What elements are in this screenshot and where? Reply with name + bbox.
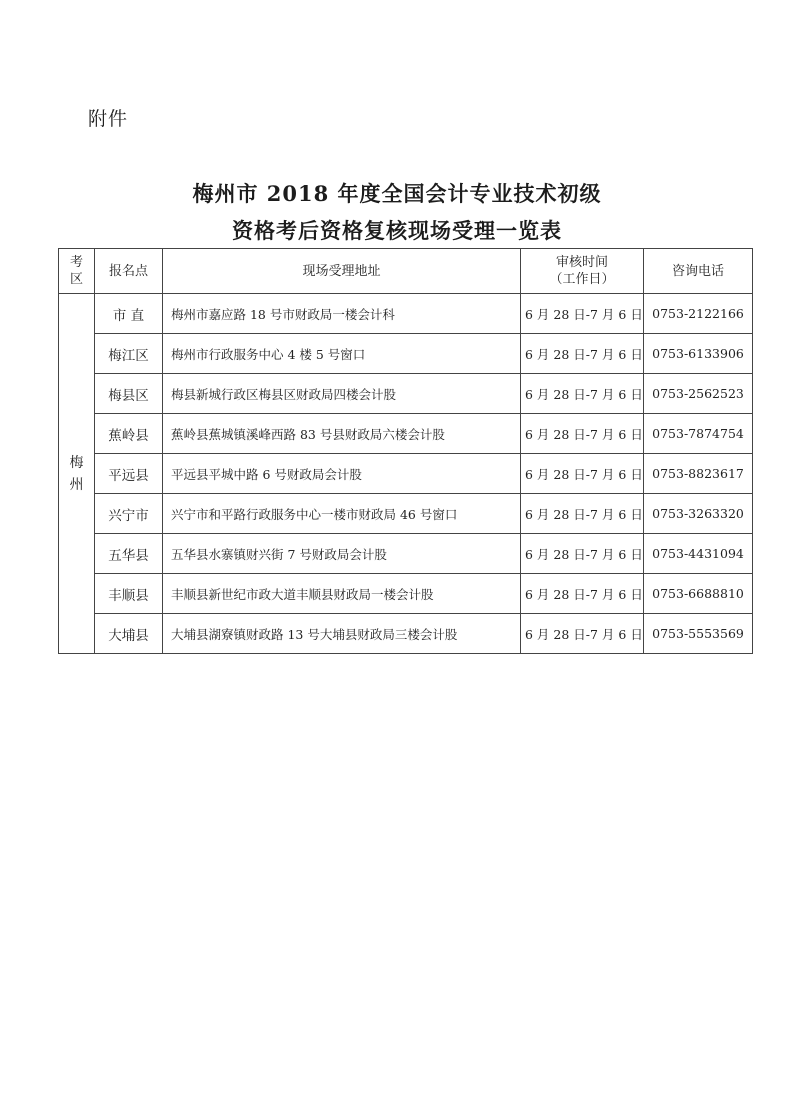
document-title-line-2: 资格考后资格复核现场受理一览表 [232,218,562,243]
address-cell: 兴宁市和平路行政服务中心一楼市财政局 46 号窗口 [163,494,521,534]
period-cell: 6 月 28 日-7 月 6 日 [521,494,644,534]
period-cell: 6 月 28 日-7 月 6 日 [521,294,644,334]
period-cell: 6 月 28 日-7 月 6 日 [521,334,644,374]
address-cell: 平远县平城中路 6 号财政局会计股 [163,454,521,494]
header-area-line-2: 区 [69,272,83,287]
period-cell: 6 月 28 日-7 月 6 日 [521,574,644,614]
address-cell: 梅县新城行政区梅县区财政局四楼会计股 [163,374,521,414]
header-site: 报名点 [95,249,163,294]
address-cell: 梅州市行政服务中心 4 楼 5 号窗口 [163,334,521,374]
address-cell: 丰顺县新世纪市政大道丰顺县财政局一楼会计股 [163,574,521,614]
header-period-line-2: （工作日） [549,272,615,287]
address-cell: 蕉岭县蕉城镇溪峰西路 83 号县财政局六楼会计股 [163,414,521,454]
period-cell: 6 月 28 日-7 月 6 日 [521,614,644,654]
address-cell: 大埔县湖寮镇财政路 13 号大埔县财政局三楼会计股 [163,614,521,654]
phone-cell: 0753-2122166 [644,294,753,334]
area-char-2: 州 [69,476,84,493]
phone-cell: 0753-4431094 [644,534,753,574]
site-cell: 丰顺县 [95,574,163,614]
phone-cell: 0753-8823617 [644,454,753,494]
table-row [59,334,753,374]
table-row [59,294,753,334]
area-char-1: 梅 [69,454,84,471]
site-cell: 梅县区 [95,374,163,414]
site-cell: 梅江区 [95,334,163,374]
site-cell: 平远县 [95,454,163,494]
site-cell: 市 直 [95,294,163,334]
phone-cell: 0753-5553569 [644,614,753,654]
table-row [59,614,753,654]
phone-cell: 0753-6688810 [644,574,753,614]
attachment-label: 附件 [88,108,129,130]
table-row [59,574,753,614]
site-cell: 五华县 [95,534,163,574]
phone-cell: 0753-7874754 [644,414,753,454]
header-area-line-1: 考 [69,255,83,270]
header-period-line-1: 审核时间 [555,255,608,270]
table-row [59,454,753,494]
address-cell: 梅州市嘉应路 18 号市财政局一楼会计科 [163,294,521,334]
site-cell: 蕉岭县 [95,414,163,454]
phone-cell: 0753-2562523 [644,374,753,414]
header-period [521,249,644,294]
table-row [59,374,753,414]
header-area [59,249,95,294]
review-sites-table [58,248,753,654]
table-row [59,414,753,454]
header-phone: 咨询电话 [644,249,753,294]
phone-cell: 0753-3263320 [644,494,753,534]
period-cell: 6 月 28 日-7 月 6 日 [521,414,644,454]
table-row [59,494,753,534]
period-cell: 6 月 28 日-7 月 6 日 [521,454,644,494]
header-address: 现场受理地址 [163,249,521,294]
table-header-row [59,249,753,294]
site-cell: 兴宁市 [95,494,163,534]
period-cell: 6 月 28 日-7 月 6 日 [521,534,644,574]
phone-cell: 0753-6133906 [644,334,753,374]
site-cell: 大埔县 [95,614,163,654]
document-title-line-1: 梅州市 2018 年度全国会计专业技术初级 [192,181,602,206]
address-cell: 五华县水寨镇财兴街 7 号财政局会计股 [163,534,521,574]
period-cell: 6 月 28 日-7 月 6 日 [521,374,644,414]
area-cell [59,294,95,654]
table-row [59,534,753,574]
